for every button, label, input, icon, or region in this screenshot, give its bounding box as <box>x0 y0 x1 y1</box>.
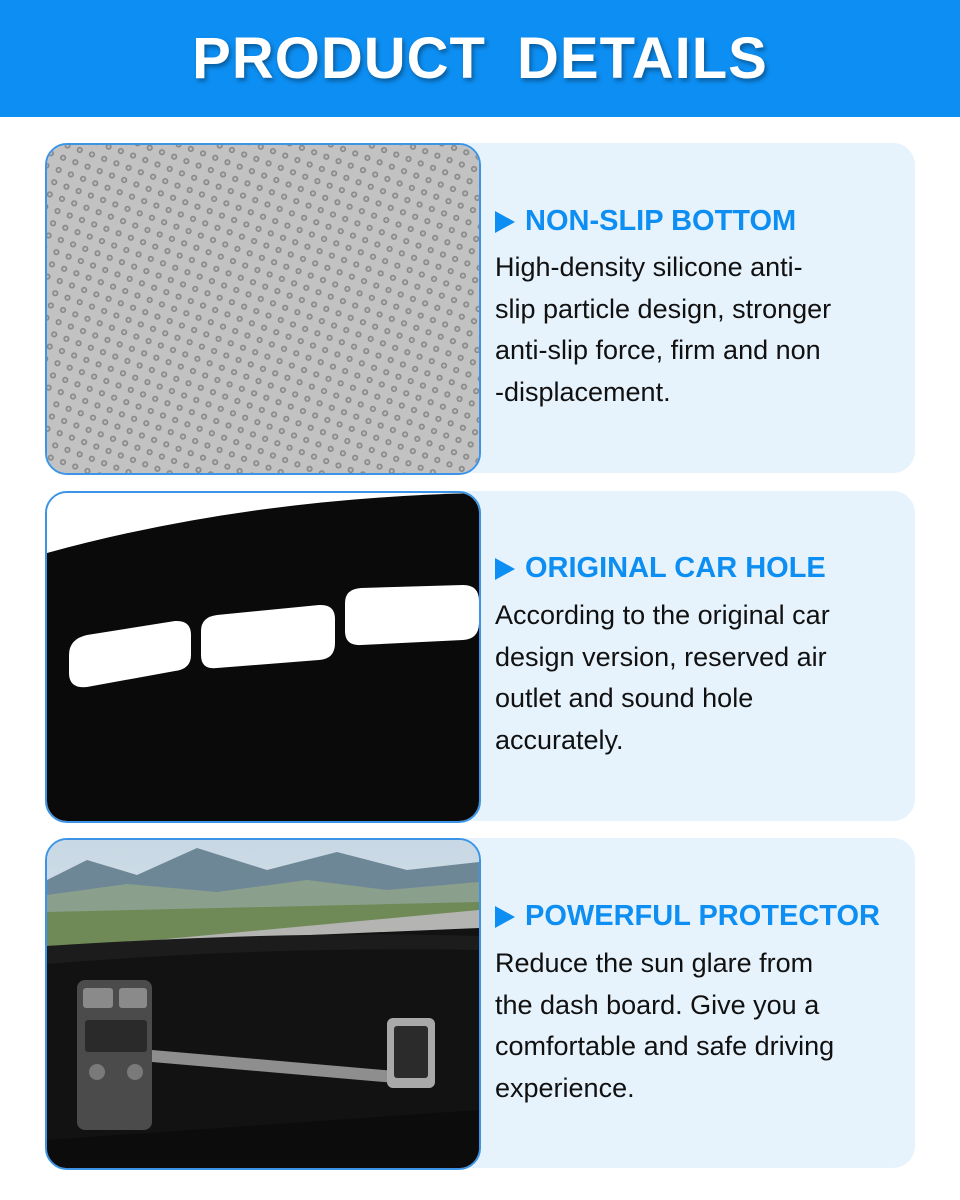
feature-card-protector <box>45 838 915 1168</box>
powerful-protector-image <box>45 838 481 1170</box>
feature-card-non-slip <box>45 143 915 473</box>
feature-title-label: POWERFUL PROTECTOR <box>525 900 880 932</box>
feature-text <box>495 491 915 821</box>
description-line: accurately. <box>495 724 624 755</box>
feature-title-label: NON-SLIP BOTTOM <box>525 205 797 237</box>
triangle-bullet-icon <box>495 558 515 580</box>
feature-title-label: ORIGINAL CAR HOLE <box>525 552 826 584</box>
description-line: According to the original car <box>495 600 830 630</box>
feature-card-car-hole <box>45 491 915 821</box>
triangle-bullet-icon <box>495 906 515 928</box>
header-banner <box>0 0 960 117</box>
description-line: -displacement. <box>495 376 671 407</box>
page-title: PRODUCT DETAILS <box>192 26 768 91</box>
feature-title <box>495 900 880 933</box>
feature-text <box>495 143 915 473</box>
description-line: Reduce the sun glare from <box>495 948 814 978</box>
feature-description <box>495 247 885 413</box>
feature-description <box>495 595 885 761</box>
feature-description <box>495 943 885 1109</box>
description-line: the dash board. Give you a <box>495 989 820 1020</box>
non-slip-bottom-image <box>45 143 481 475</box>
description-line: anti-slip force, firm and non <box>495 335 821 365</box>
description-line: High-density silicone anti- <box>495 252 803 282</box>
feature-title <box>495 205 796 238</box>
description-line: comfortable and safe driving <box>495 1031 835 1061</box>
feature-title <box>495 552 826 585</box>
description-line: outlet and sound hole <box>495 683 754 713</box>
original-car-hole-image <box>45 491 481 823</box>
description-line: slip particle design, stronger <box>495 293 832 324</box>
description-line: experience. <box>495 1072 635 1103</box>
triangle-bullet-icon <box>495 211 515 233</box>
description-line: design version, reserved air <box>495 641 827 672</box>
feature-text <box>495 838 915 1168</box>
